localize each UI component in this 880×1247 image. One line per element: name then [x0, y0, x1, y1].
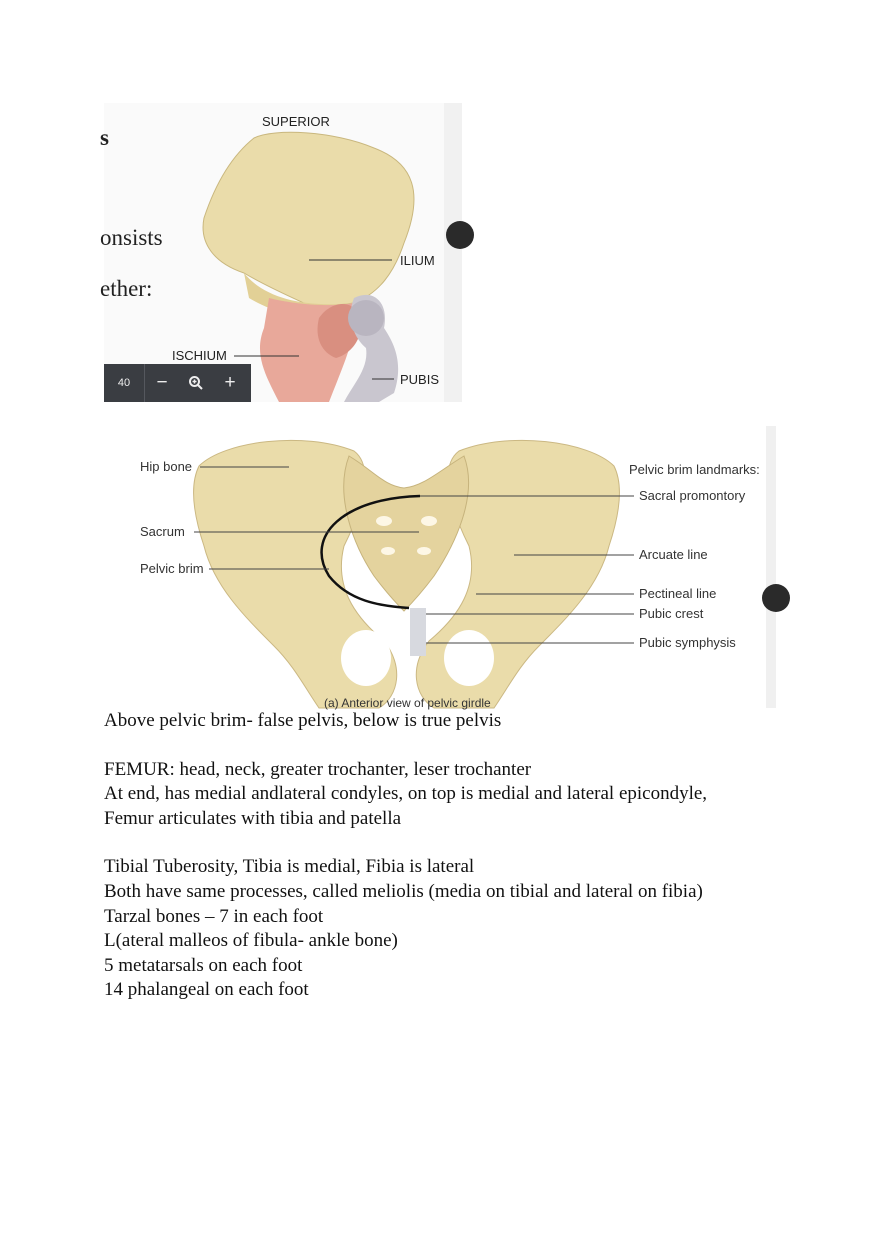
note-line: Tarzal bones – 7 in each foot — [104, 905, 324, 927]
note-line: 14 phalangeal on each foot — [104, 979, 309, 1001]
pelvic-girdle-figure — [104, 426, 776, 708]
label-sacral-promontory: Sacral promontory — [639, 488, 746, 503]
label-pubis: PUBIS — [400, 372, 440, 387]
zoom-out-button[interactable]: − — [156, 372, 168, 393]
label-pubic-crest: Pubic crest — [639, 606, 704, 621]
note-line: Femur articulates with tibia and patella — [104, 807, 402, 829]
slide-text-fragment: s — [100, 125, 109, 150]
notes-text — [104, 709, 844, 1003]
zoom-in-button[interactable]: + — [224, 372, 236, 393]
figure-caption: (a) Anterior view of pelvic girdle — [324, 696, 491, 710]
label-pubic-symphysis: Pubic symphysis — [639, 635, 736, 650]
note-line: Above pelvic brim- false pelvis, below is true pelvis — [104, 710, 502, 731]
label-landmarks-heading: Pelvic brim landmarks: — [629, 462, 760, 477]
note-line: Both have same processes, called meliolis (media on tibial and lateral on fibia) — [104, 880, 703, 902]
note-line: Tibial Tuberosity, Tibia is medial, Fibia is lateral — [104, 856, 475, 878]
zoom-magnifier-icon[interactable] — [179, 364, 213, 402]
note-line: FEMUR: head, neck, greater trochanter, leser trochanter — [104, 758, 532, 780]
zoom-toolbar — [104, 364, 251, 402]
label-arcuate-line: Arcuate line — [639, 547, 708, 562]
label-ilium: ILIUM — [400, 253, 435, 268]
slide-text-fragment: ether: — [100, 276, 153, 301]
label-ischium: ISCHIUM — [172, 348, 227, 363]
note-line: At end, has medial andlateral condyles, on top is medial and lateral epicondyle, — [104, 783, 708, 805]
slide-text-fragment: onsists — [100, 225, 163, 250]
label-superior: SUPERIOR — [262, 114, 330, 129]
label-hip-bone: Hip bone — [140, 459, 193, 474]
label-pectineal-line: Pectineal line — [639, 586, 717, 601]
note-line: L(ateral malleos of fibula- ankle bone) — [104, 930, 398, 952]
note-line: 5 metatarsals on each foot — [104, 954, 303, 976]
label-sacrum: Sacrum — [140, 524, 185, 539]
hip-bone-lateral-figure — [100, 103, 462, 402]
label-pelvic-brim: Pelvic brim — [140, 561, 204, 576]
zoom-level: 40 — [104, 364, 145, 402]
